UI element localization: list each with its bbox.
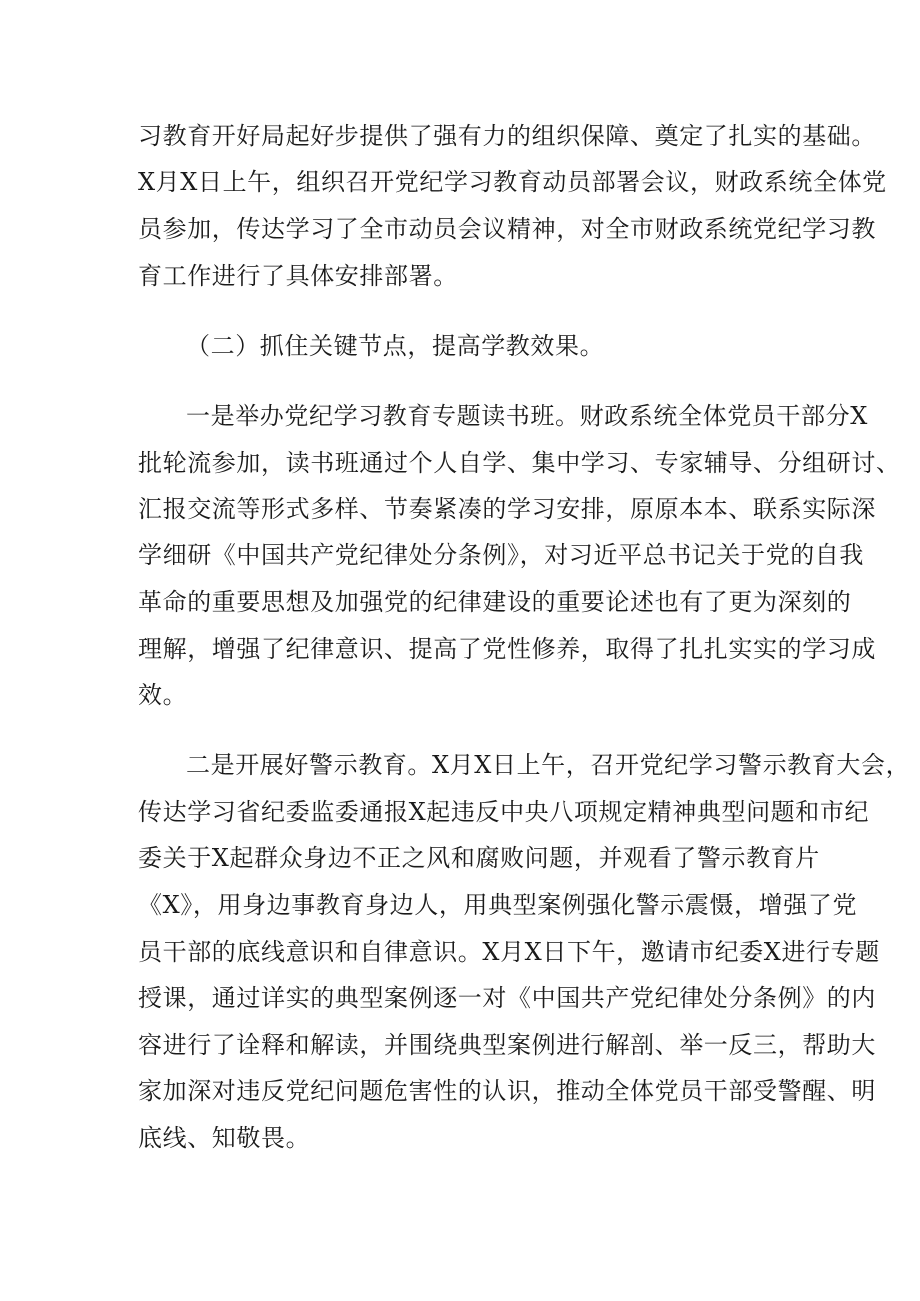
- paragraph-line: 委关于X起群众身边不正之风和腐败问题，并观看了警示教育片: [138, 844, 820, 872]
- paragraph-line: 效。: [138, 681, 188, 709]
- paragraph-line: 员参加，传达学习了全市动员会议精神，对全市财政系统党纪学习教: [138, 215, 876, 243]
- paragraph-line: 汇报交流等形式多样、节奏紧凑的学习安排，原原本本、联系实际深: [138, 495, 876, 523]
- paragraph-line: 学细研《中国共产党纪律处分条例》，对习近平总书记关于党的自我: [138, 541, 864, 569]
- paragraph-line: 育工作进行了具体安排部署。: [138, 262, 458, 290]
- paragraph-line: 《X》，用身边事教育身边人，用典型案例强化警示震慑，增强了党: [138, 891, 858, 919]
- paragraph-line: X月X日上午，组织召开党纪学习教育动员部署会议，财政系统全体党: [138, 168, 887, 196]
- section-heading: （二）抓住关键节点，提高学教效果。: [186, 332, 605, 360]
- paragraph-line: 家加深对违反党纪问题危害性的认识，推动全体党员干部受警醒、明: [138, 1077, 876, 1105]
- paragraph-line: 底线、知敬畏。: [138, 1124, 311, 1152]
- paragraph-line: 传达学习省纪委监委通报X起违反中央八项规定精神典型问题和市纪: [138, 798, 870, 826]
- paragraph-line: 容进行了诠释和解读，并围绕典型案例进行解剖、举一反三，帮助大: [138, 1031, 876, 1059]
- paragraph-line: 授课，通过详实的典型案例逐一对《中国共产党纪律处分条例》的内: [138, 984, 876, 1012]
- paragraph-line: 一是举办党纪学习教育专题读书班。财政系统全体党员干部分X: [186, 402, 868, 430]
- paragraph-line: 习教育开好局起好步提供了强有力的组织保障、奠定了扎实的基础。: [138, 122, 876, 150]
- paragraph-line: 革命的重要思想及加强党的纪律建设的重要论述也有了更为深刻的: [138, 588, 852, 616]
- paragraph-line: 批轮流参加，读书班通过个人自学、集中学习、专家辅导、分组研讨、: [138, 449, 901, 477]
- paragraph-line: 二是开展好警示教育。X月X日上午，召开党纪学习警示教育大会，: [186, 751, 911, 779]
- paragraph-line: 员干部的底线意识和自律意识。X月X日下午，邀请市纪委X进行专题: [138, 938, 880, 966]
- paragraph-line: 理解，增强了纪律意识、提高了党性修养，取得了扎扎实实的学习成: [138, 635, 876, 663]
